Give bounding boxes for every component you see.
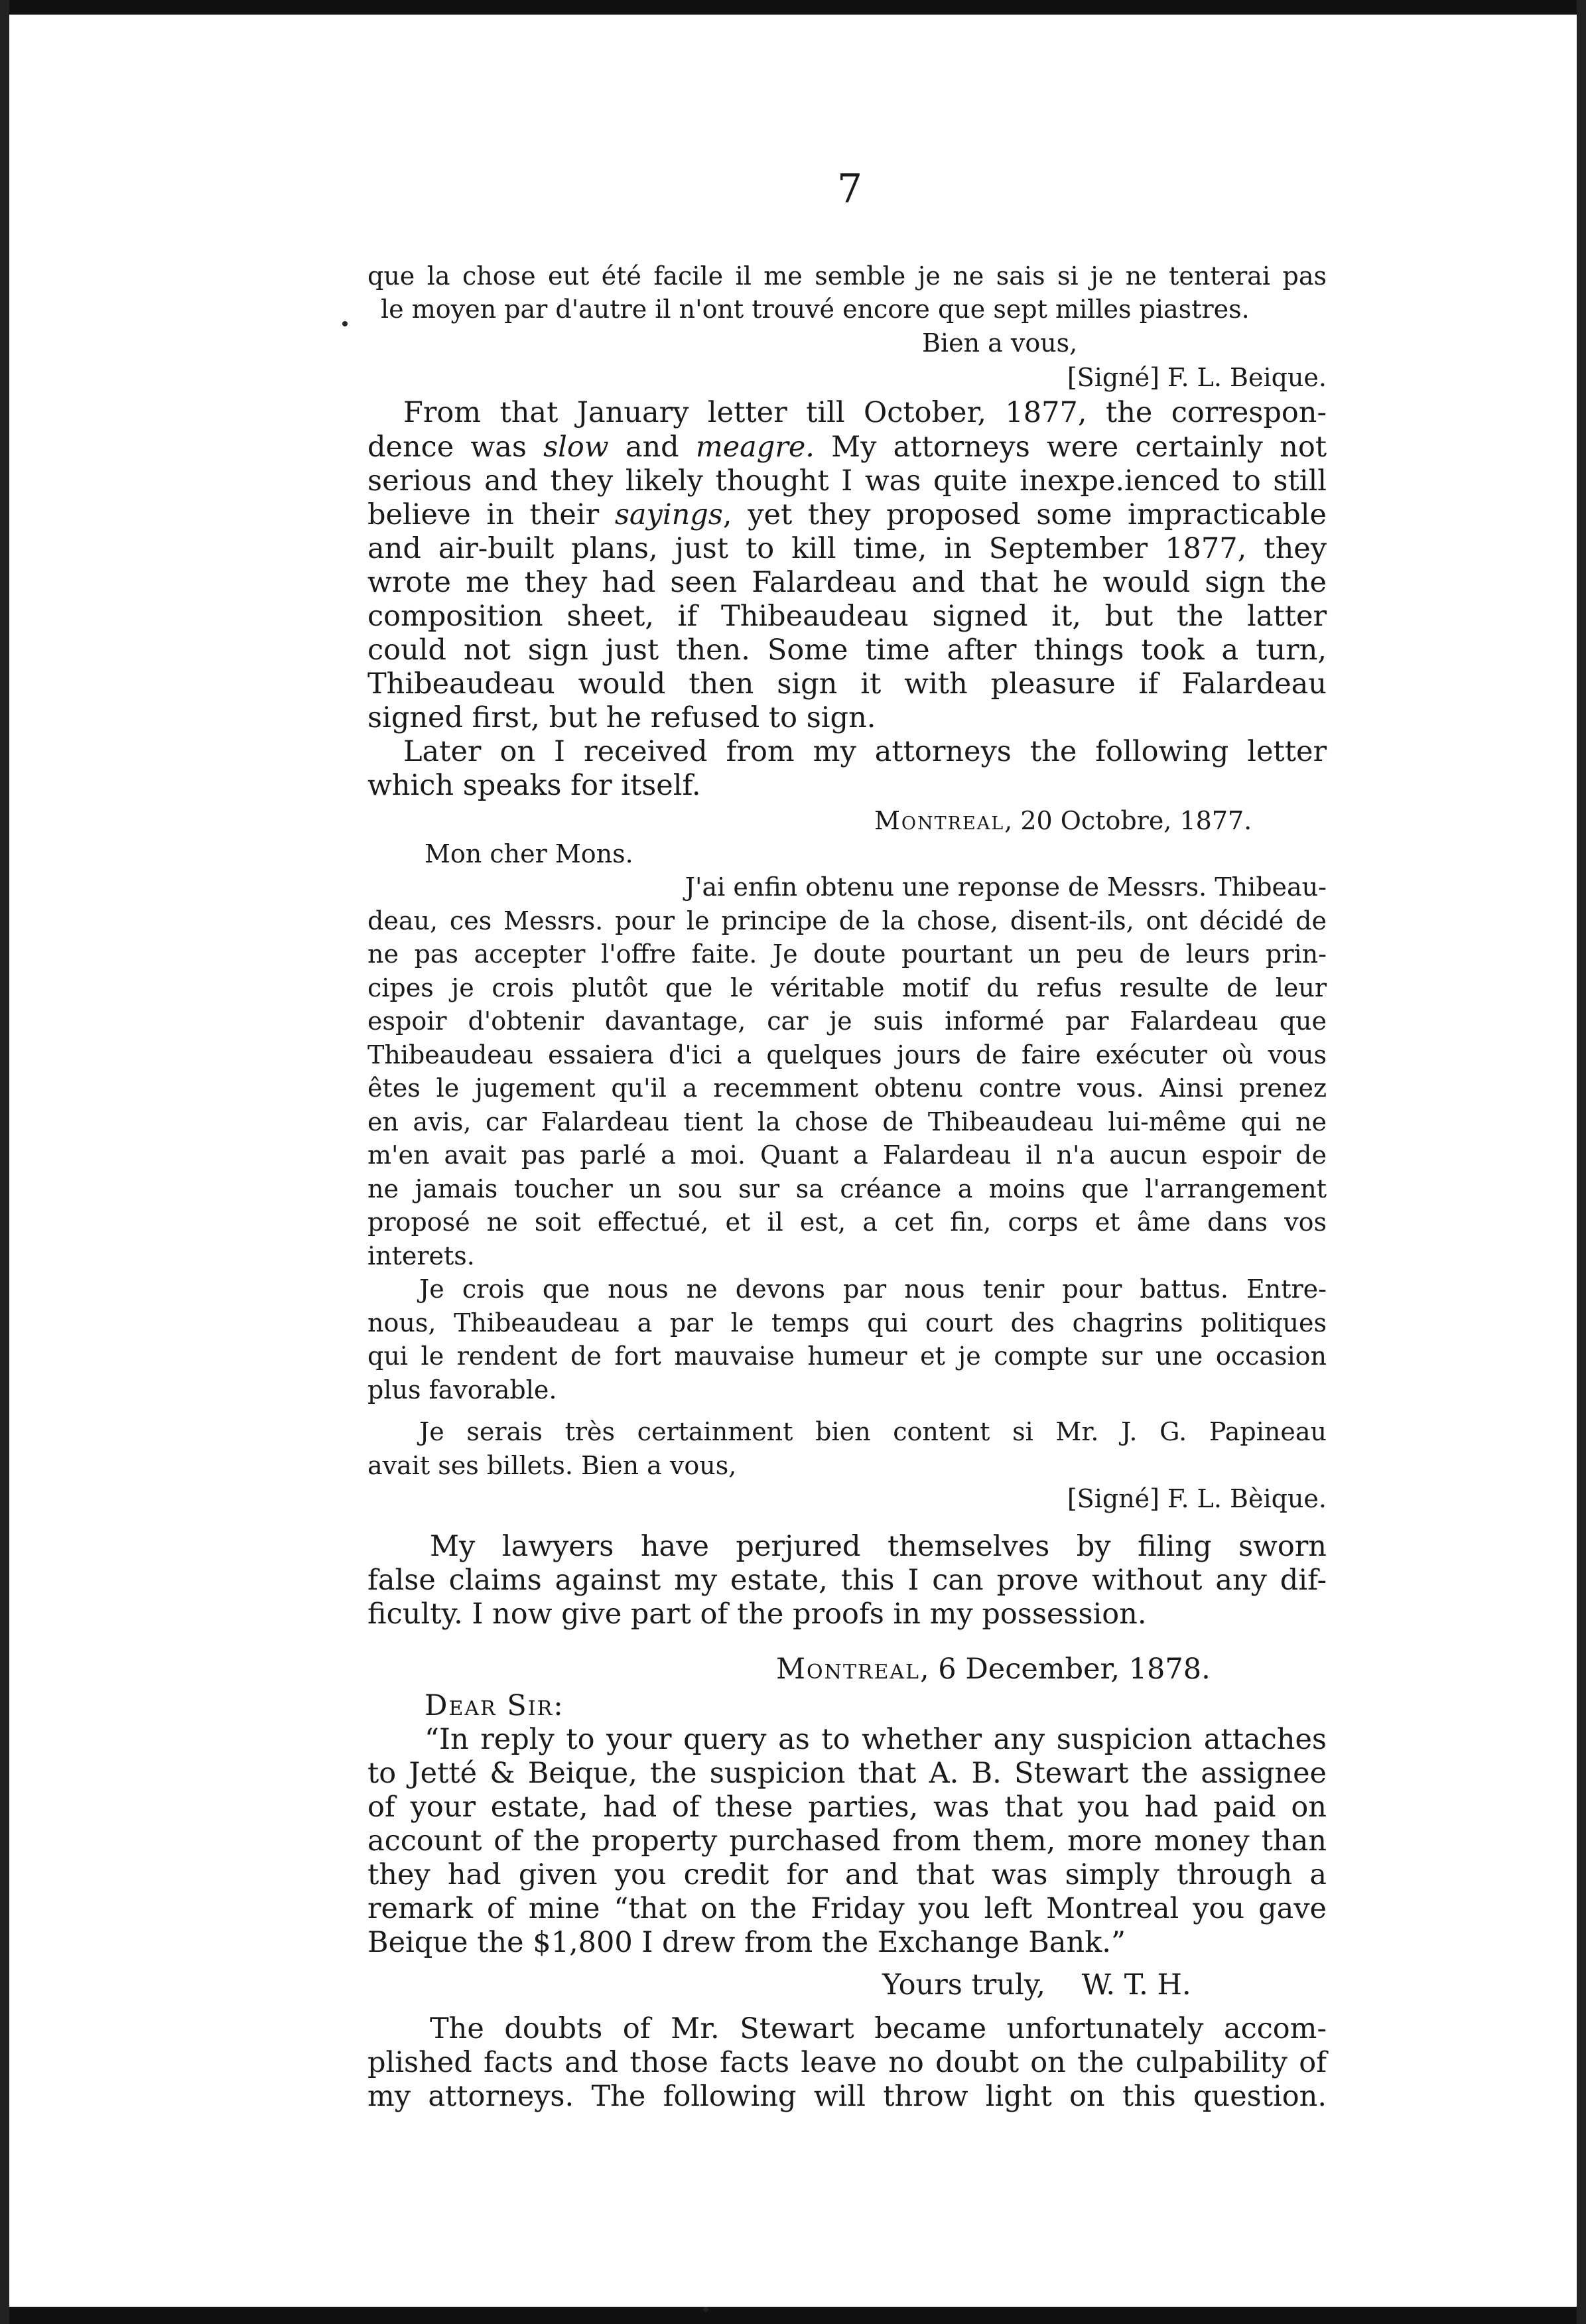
text-line: remark of mine “that on the Friday you left Montreal you gave — [367, 1892, 1327, 1925]
text-line: ne jamais toucher un sou sur sa créance a moins que l'arrangement — [367, 1174, 1327, 1203]
text-line: interets. — [367, 1241, 475, 1270]
letter-salutation: Dear Sir: — [425, 1689, 564, 1722]
text-line: plus favorable. — [367, 1375, 557, 1404]
text-line: ne pas accepter l'offre faite. Je doute pourtant un peu de leurs prin- — [367, 939, 1327, 969]
text-line: espoir d'obtenir davantage, car je suis informé par Falardeau que — [367, 1006, 1327, 1036]
text-line: which speaks for itself. — [367, 769, 701, 802]
text-line: My lawyers have perjured themselves by filing sworn — [430, 1530, 1327, 1563]
margin-mark — [342, 321, 348, 326]
text-line: qui le rendent de fort mauvaise humeur et je compte sur une occasion — [367, 1341, 1327, 1371]
text-line: cipes je crois plutôt que le véritable motif du refus resulte de leur — [367, 973, 1327, 1002]
text-line: of your estate, had of these parties, was that you had paid on — [367, 1791, 1327, 1824]
text-line: Thibeaudeau essaiera d'ici a quelques jours de faire exécuter où vous — [367, 1040, 1327, 1069]
scan-border-left — [0, 0, 9, 2324]
closing-line: Bien a vous, — [922, 328, 1078, 358]
text-line: m'en avait pas parlé a moi. Quant a Falardeau il n'a aucun espoir de — [367, 1140, 1327, 1170]
text-line: could not sign just then. Some time after things took a turn, — [367, 634, 1327, 667]
text-line: J'ai enfin obtenu une reponse de Messrs. Thibeau- — [685, 872, 1327, 902]
letter-salutation: Mon cher Mons. — [425, 839, 633, 868]
text-line: “In reply to your query as to whether any suspicion attaches — [425, 1723, 1327, 1756]
text-line: Je serais très certainment bien content si Mr. J. G. Papineau — [419, 1417, 1327, 1446]
letter-dateline: Montreal, 20 Octobre, 1877. — [874, 806, 1252, 835]
text-line: ficulty. I now give part of the proofs in my possession. — [367, 1598, 1147, 1631]
letter-dateline: Montreal, 6 December, 1878. — [776, 1653, 1211, 1686]
text-line: believe in their sayings, yet they proposed some impracticable — [367, 498, 1327, 531]
text-line: From that January letter till October, 1877, the correspon- — [403, 396, 1327, 429]
text-line: composition sheet, if Thibeaudeau signed it, but the latter — [367, 600, 1327, 633]
text-line: The doubts of Mr. Stewart became unfortunately accom- — [430, 2012, 1327, 2045]
text-line: plished facts and those facts leave no doubt on the culpability of — [367, 2046, 1327, 2079]
text-line: they had given you credit for and that was simply through a — [367, 1858, 1327, 1891]
text-line: account of the property purchased from them, more money than — [367, 1824, 1327, 1858]
text-line: avait ses billets. Bien a vous, — [367, 1451, 737, 1480]
text-line: wrote me they had seen Falardeau and that he would sign the — [367, 566, 1327, 599]
text-line: nous, Thibeaudeau a par le temps qui court des chagrins politiques — [367, 1308, 1327, 1337]
text-line: êtes le jugement qu'il a recemment obtenu contre vous. Ainsi prenez — [367, 1073, 1327, 1103]
text-line: my attorneys. The following will throw light on this question. — [367, 2080, 1327, 2113]
text-line: Beique the $1,800 I drew from the Exchange Bank.” — [367, 1926, 1126, 1959]
text-line: Je crois que nous ne devons par nous tenir pour battus. Entre- — [419, 1274, 1327, 1304]
text-line: false claims against my estate, this I can prove without any dif- — [367, 1564, 1327, 1597]
text-line: and air-built plans, just to kill time, in September 1877, they — [367, 532, 1327, 565]
page-number: 7 — [837, 166, 863, 212]
letter-closing: Yours truly, W. T. H. — [882, 1968, 1191, 2002]
text-line: Thibeaudeau would then sign it with pleasure if Falardeau — [367, 667, 1327, 701]
scan-border-top — [0, 0, 1586, 15]
text-line: dence was slow and meagre. My attorneys were certainly not — [367, 431, 1327, 464]
signature-line: [Signé] F. L. Beique. — [1067, 363, 1327, 392]
scan-border-bottom — [0, 2307, 1586, 2324]
text-line: to Jetté & Beique, the suspicion that A. B. Stewart the assignee — [367, 1757, 1327, 1790]
margin-mark — [703, 2307, 708, 2312]
text-line: serious and they likely thought I was quite inexpe.ienced to still — [367, 464, 1327, 498]
text-line: signed first, but he refused to sign. — [367, 701, 876, 734]
signature-line: [Signé] F. L. Bèique. — [1067, 1484, 1327, 1513]
text-line: Later on I received from my attorneys the following letter — [403, 735, 1327, 768]
text-line: que la chose eut été facile il me semble je ne sais si je ne tenterai pas — [367, 261, 1327, 291]
text-line: en avis, car Falardeau tient la chose de Thibeaudeau lui-même qui ne — [367, 1107, 1327, 1136]
text-line: deau, ces Messrs. pour le principe de la chose, disent-ils, ont décidé de — [367, 906, 1327, 935]
text-line: le moyen par d'autre il n'ont trouvé encore que sept milles piastres. — [381, 295, 1250, 324]
text-line: proposé ne soit effectué, et il est, a cet fin, corps et âme dans vos — [367, 1207, 1327, 1237]
